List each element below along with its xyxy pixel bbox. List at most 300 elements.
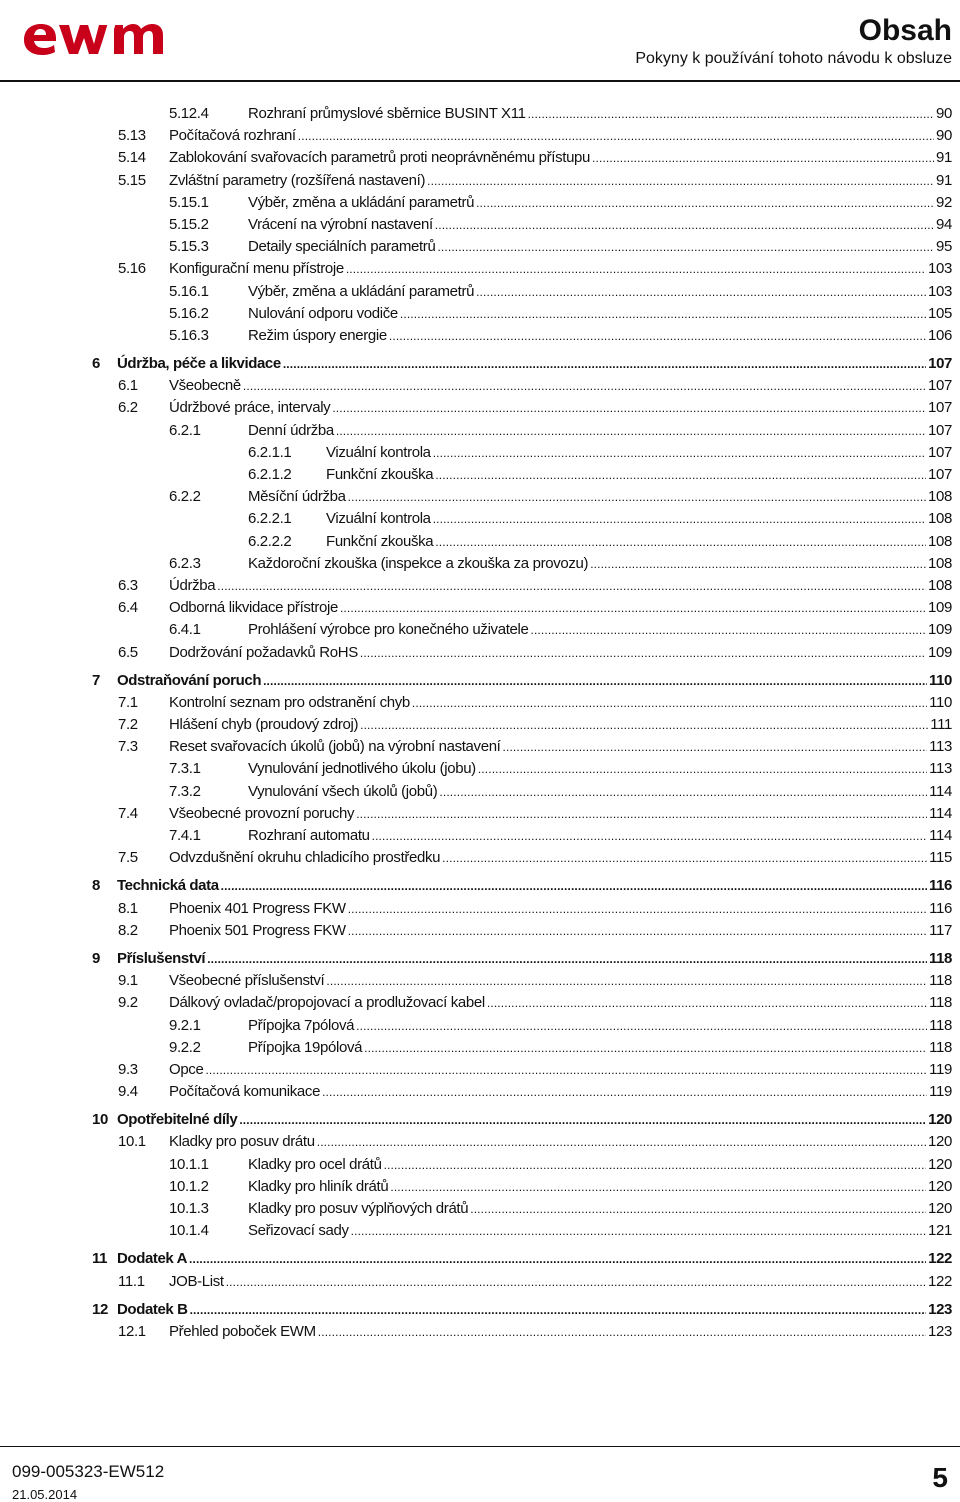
toc-entry-title: Odstraňování poruch (117, 671, 262, 689)
toc-entry-page: 107 (928, 466, 952, 483)
toc-dot-leader (360, 714, 928, 736)
toc-entry-number: 10.1.3 (169, 1200, 209, 1217)
toc-dot-leader (384, 1154, 926, 1176)
toc-entry[interactable] (0, 397, 960, 419)
toc-entry-line (169, 714, 952, 736)
toc-entry-number: 5.16 (118, 260, 146, 278)
toc-entry[interactable] (0, 948, 960, 970)
toc-entry[interactable] (0, 1198, 960, 1220)
toc-entry[interactable] (0, 992, 960, 1014)
toc-entry-page: 110 (929, 671, 952, 689)
toc-entry[interactable] (0, 258, 960, 280)
toc-entry[interactable] (0, 353, 960, 375)
toc-entry-line (169, 170, 952, 192)
toc-entry-line (169, 736, 952, 758)
toc-entry-line (248, 420, 952, 442)
toc-entry[interactable] (0, 325, 960, 347)
document-number: 099-005323-EW512 (12, 1462, 165, 1481)
toc-entry-number: 9 (92, 949, 100, 967)
toc-entry-page: 122 (928, 1250, 952, 1268)
toc-entry[interactable] (0, 103, 960, 125)
toc-entry[interactable] (0, 781, 960, 803)
table-of-contents (0, 103, 960, 1343)
toc-entry[interactable] (0, 125, 960, 147)
toc-entry-page: 108 (928, 554, 952, 572)
toc-entry-title: Všeobecné provozní poruchy (169, 804, 355, 822)
toc-dot-leader (400, 303, 926, 325)
toc-entry-number: 9.1 (118, 972, 138, 990)
toc-entry-page: 107 (928, 421, 952, 439)
toc-entry-line (117, 948, 952, 970)
toc-entry-title: Dodatek A (117, 1250, 188, 1268)
toc-entry-page: 113 (929, 738, 952, 756)
toc-dot-leader (356, 803, 927, 825)
toc-entry-page: 121 (928, 1222, 952, 1240)
toc-entry-line (169, 898, 952, 920)
toc-entry-line (248, 1176, 952, 1198)
toc-entry-number: 6.2.2.2 (248, 532, 292, 550)
toc-entry-line (169, 597, 952, 619)
toc-entry-title: Přehled poboček EWM (169, 1322, 316, 1340)
toc-entry-number: 10.1.2 (169, 1177, 209, 1195)
toc-entry-line (248, 192, 952, 214)
toc-dot-leader (189, 1248, 926, 1270)
toc-entry-number: 8 (92, 877, 100, 895)
toc-entry-line (248, 214, 952, 236)
toc-dot-leader (351, 1220, 926, 1242)
toc-entry-page: 122 (928, 1272, 952, 1290)
toc-entry-line (248, 553, 952, 575)
toc-entry-page: 114 (929, 782, 952, 800)
toc-entry-title: Dodatek B (117, 1300, 188, 1318)
toc-dot-leader (389, 325, 926, 347)
toc-dot-leader (364, 1037, 927, 1059)
toc-entry-title: Počítačová komunikace (169, 1083, 321, 1101)
toc-entry[interactable] (0, 1299, 960, 1321)
toc-dot-leader (435, 531, 926, 553)
toc-entry-number: 9.3 (118, 1060, 138, 1078)
toc-entry-page: 109 (928, 643, 952, 661)
toc-entry-page: 108 (928, 488, 952, 506)
toc-dot-leader (263, 670, 927, 692)
toc-entry[interactable] (0, 508, 960, 530)
toc-dot-leader (439, 781, 927, 803)
toc-entry-title: JOB-List (169, 1272, 224, 1290)
toc-entry-title: Údržbové práce, intervaly (169, 399, 331, 417)
toc-entry-line (326, 442, 952, 464)
toc-dot-leader (346, 258, 926, 280)
toc-entry-page: 114 (929, 804, 952, 822)
toc-entry-line (248, 103, 952, 125)
toc-entry-title: Režim úspory energie (248, 326, 387, 344)
toc-entry-number: 10 (92, 1111, 108, 1129)
header-divider (0, 80, 960, 82)
toc-entry[interactable] (0, 1154, 960, 1176)
toc-entry-title: Vynulování jednotlivého úkolu (jobu) (248, 760, 476, 778)
toc-entry[interactable] (0, 553, 960, 575)
toc-entry-page: 113 (929, 760, 952, 778)
toc-entry-title: Všeobecné příslušenství (169, 972, 325, 990)
toc-entry-title: Opotřebitelné díly (117, 1111, 238, 1129)
toc-entry-line (169, 692, 952, 714)
toc-dot-leader (348, 920, 927, 942)
toc-entry-line (169, 375, 952, 397)
toc-entry-page: 119 (929, 1083, 952, 1101)
toc-entry[interactable] (0, 825, 960, 847)
toc-entry-page: 108 (928, 510, 952, 528)
toc-entry-title: Příslušenství (117, 949, 206, 967)
page-number: 5 (932, 1462, 948, 1493)
toc-entry-title: Vynulování všech úkolů (jobů) (248, 782, 438, 800)
toc-dot-leader (318, 1321, 926, 1343)
toc-entry-title: Vizuální kontrola (326, 510, 431, 528)
toc-entry-line (169, 920, 952, 942)
toc-entry[interactable] (0, 1220, 960, 1242)
toc-entry-number: 9.2 (118, 994, 138, 1012)
toc-dot-leader (442, 847, 927, 869)
toc-entry-line (326, 531, 952, 553)
toc-entry-number: 6.1 (118, 377, 138, 395)
toc-entry-number: 11.1 (118, 1272, 145, 1290)
toc-entry-number: 8.1 (118, 899, 138, 917)
toc-entry-number: 5.14 (118, 149, 146, 167)
toc-entry-page: 118 (929, 994, 952, 1012)
toc-dot-leader (433, 442, 926, 464)
toc-dot-leader (476, 281, 926, 303)
toc-entry[interactable] (0, 170, 960, 192)
toc-dot-leader (243, 375, 926, 397)
toc-entry-number: 5.16.2 (169, 304, 209, 322)
toc-entry[interactable] (0, 597, 960, 619)
toc-entry[interactable] (0, 1176, 960, 1198)
toc-entry-title: Prohlášení výrobce pro konečného uživatele (248, 621, 529, 639)
toc-dot-leader (487, 992, 927, 1014)
toc-entry-title: Dálkový ovladač/propojovací a prodlužovací kabel (169, 994, 485, 1012)
toc-dot-leader (503, 736, 928, 758)
toc-entry-page: 115 (929, 849, 952, 867)
toc-entry-line (169, 992, 952, 1014)
toc-entry-number: 6.2.1.1 (248, 443, 292, 461)
toc-dot-leader (592, 147, 934, 169)
toc-dot-leader (435, 464, 926, 486)
toc-entry-page: 120 (928, 1133, 952, 1151)
toc-entry-page: 118 (929, 949, 952, 967)
toc-entry[interactable] (0, 1271, 960, 1293)
toc-dot-leader (239, 1109, 926, 1131)
toc-dot-leader (340, 597, 926, 619)
toc-entry-title: Technická data (117, 877, 219, 895)
toc-entry-page: 120 (928, 1155, 952, 1173)
toc-entry[interactable] (0, 898, 960, 920)
toc-entry-line (248, 758, 952, 780)
toc-entry-number: 5.13 (118, 127, 146, 145)
toc-dot-leader (205, 1059, 927, 1081)
toc-entry-line (169, 1059, 952, 1081)
toc-entry-number: 6 (92, 355, 100, 373)
toc-entry-number: 12.1 (118, 1322, 146, 1340)
toc-entry[interactable] (0, 803, 960, 825)
toc-entry[interactable] (0, 875, 960, 897)
toc-dot-leader (360, 642, 926, 664)
toc-entry-number: 5.12.4 (169, 105, 209, 122)
toc-entry-title: Kladky pro hliník drátů (248, 1177, 389, 1195)
toc-entry-title: Konfigurační menu přístroje (169, 260, 344, 278)
toc-entry-line (248, 825, 952, 847)
toc-entry-page: 118 (929, 1016, 952, 1034)
toc-dot-leader (326, 970, 927, 992)
toc-dot-leader (390, 1176, 926, 1198)
toc-entry-page: 116 (929, 877, 952, 895)
toc-entry-page: 108 (928, 532, 952, 550)
toc-entry[interactable] (0, 970, 960, 992)
toc-entry[interactable] (0, 303, 960, 325)
page-title: Obsah (858, 14, 952, 47)
toc-dot-leader (437, 236, 934, 258)
toc-entry-title: Rozhraní automatu (248, 827, 370, 844)
toc-entry[interactable] (0, 670, 960, 692)
toc-entry[interactable] (0, 1248, 960, 1270)
toc-entry-page: 91 (936, 171, 952, 189)
toc-dot-leader (317, 1131, 926, 1153)
toc-entry[interactable] (0, 464, 960, 486)
toc-entry[interactable] (0, 375, 960, 397)
toc-entry-page: 123 (928, 1300, 952, 1318)
toc-entry[interactable] (0, 758, 960, 780)
toc-entry-number: 6.2.2.1 (248, 510, 292, 528)
toc-entry-page: 120 (928, 1200, 952, 1217)
toc-entry-title: Kladky pro posuv drátu (169, 1133, 315, 1151)
toc-entry-line (248, 781, 952, 803)
toc-entry[interactable] (0, 236, 960, 258)
toc-entry-line (169, 970, 952, 992)
toc-entry-title: Detaily speciálních parametrů (248, 238, 436, 256)
toc-dot-leader (221, 875, 927, 897)
toc-entry-number: 6.2.3 (169, 554, 201, 572)
toc-entry-title: Hlášení chyb (proudový zdroj) (169, 716, 359, 734)
toc-entry-title: Odvzdušnění okruhu chladicího prostředku (169, 849, 441, 867)
toc-entry-number: 6.2 (118, 399, 138, 417)
toc-entry-page: 103 (928, 282, 952, 300)
toc-entry-number: 7.4.1 (169, 827, 201, 844)
toc-entry-title: Rozhraní průmyslové sběrnice BUSINT X11 (248, 105, 526, 122)
toc-entry-number: 7.1 (118, 693, 138, 711)
toc-entry-title: Vizuální kontrola (326, 443, 431, 461)
toc-entry[interactable] (0, 147, 960, 169)
toc-entry-page: 110 (929, 693, 952, 711)
toc-entry[interactable] (0, 642, 960, 664)
toc-entry-title: Kladky pro ocel drátů (248, 1155, 382, 1173)
toc-dot-leader (190, 1299, 927, 1321)
toc-entry-title: Phoenix 501 Progress FKW (169, 921, 346, 939)
toc-entry-line (169, 258, 952, 280)
toc-entry-number: 6.2.1.2 (248, 466, 292, 483)
toc-entry-title: Přípojka 19pólová (248, 1038, 363, 1056)
toc-entry-page: 105 (928, 304, 952, 322)
toc-entry-line (117, 1248, 952, 1270)
toc-entry-page: 107 (928, 355, 952, 373)
toc-entry-number: 5.15 (118, 171, 146, 189)
toc-dot-leader (427, 170, 934, 192)
toc-entry-line (169, 1131, 952, 1153)
toc-entry-number: 9.4 (118, 1083, 138, 1101)
toc-entry-line (169, 575, 952, 597)
toc-entry-title: Denní údržba (248, 421, 334, 439)
toc-dot-leader (372, 825, 928, 847)
toc-entry[interactable] (0, 192, 960, 214)
toc-entry-page: 90 (936, 127, 952, 145)
toc-entry[interactable] (0, 1081, 960, 1103)
toc-entry[interactable] (0, 1015, 960, 1037)
toc-entry-line (117, 353, 952, 375)
toc-entry-number: 6.4 (118, 599, 138, 617)
toc-entry[interactable] (0, 920, 960, 942)
toc-entry-line (248, 1154, 952, 1176)
toc-entry-title: Odborná likvidace přístroje (169, 599, 338, 617)
toc-entry-page: 91 (936, 149, 952, 167)
toc-entry-title: Každoroční zkouška (inspekce a zkouška za provozu) (248, 554, 589, 572)
toc-entry-number: 6.2.1 (169, 421, 201, 439)
toc-entry[interactable] (0, 531, 960, 553)
toc-entry[interactable] (0, 736, 960, 758)
toc-entry-page: 119 (929, 1060, 952, 1078)
toc-entry-number: 6.2.2 (169, 488, 201, 506)
toc-dot-leader (217, 575, 926, 597)
toc-dot-leader (433, 508, 926, 530)
toc-entry-number: 6.5 (118, 643, 138, 661)
toc-entry-title: Nulování odporu vodiče (248, 304, 398, 322)
page-subtitle: Pokyny k používání tohoto návodu k obsluze (635, 50, 952, 67)
toc-entry-line (248, 1220, 952, 1242)
toc-entry-line (248, 619, 952, 641)
toc-entry-number: 7.3.2 (169, 782, 201, 800)
toc-entry-number: 6.4.1 (169, 621, 201, 639)
toc-entry-page: 92 (936, 193, 952, 211)
toc-entry-title: Údržba (169, 576, 216, 594)
toc-entry-page: 103 (928, 260, 952, 278)
toc-entry-number: 7.3.1 (169, 760, 201, 778)
toc-entry-page: 117 (929, 921, 952, 939)
toc-entry-page: 107 (928, 377, 952, 395)
toc-entry-page: 118 (929, 1038, 952, 1056)
toc-entry-page: 116 (929, 899, 952, 917)
toc-dot-leader (476, 192, 934, 214)
toc-entry-line (248, 1198, 952, 1220)
toc-dot-leader (348, 898, 927, 920)
toc-entry-page: 108 (928, 576, 952, 594)
toc-entry-number: 12 (92, 1300, 108, 1318)
toc-entry-number: 8.2 (118, 921, 138, 939)
toc-entry-number: 11 (92, 1250, 108, 1268)
toc-entry-line (169, 642, 952, 664)
toc-entry-number: 7 (92, 671, 100, 689)
toc-entry[interactable] (0, 847, 960, 869)
toc-entry-line (169, 1321, 952, 1343)
toc-entry[interactable] (0, 420, 960, 442)
toc-entry-page: 95 (936, 238, 952, 256)
toc-dot-leader (348, 486, 926, 508)
toc-entry-line (248, 1015, 952, 1037)
toc-entry-page: 123 (928, 1322, 952, 1340)
toc-entry-title: Výběr, změna a ukládání parametrů (248, 193, 475, 211)
toc-entry-title: Počítačová rozhraní (169, 127, 296, 145)
toc-entry-line (117, 1299, 952, 1321)
toc-dot-leader (478, 758, 927, 780)
toc-entry-number: 5.15.1 (169, 193, 209, 211)
toc-entry-page: 107 (928, 399, 952, 417)
toc-entry[interactable] (0, 1131, 960, 1153)
toc-entry-page: 90 (936, 105, 952, 122)
toc-entry-number: 7.3 (118, 738, 138, 756)
toc-entry-title: Kontrolní seznam pro odstranění chyb (169, 693, 410, 711)
toc-entry-number: 5.15.2 (169, 215, 209, 233)
toc-entry-title: Dodržování požadavků RoHS (169, 643, 358, 661)
toc-entry-line (248, 325, 952, 347)
toc-entry[interactable] (0, 1059, 960, 1081)
toc-entry-page: 118 (929, 972, 952, 990)
ewm-logo (22, 16, 164, 56)
toc-entry[interactable] (0, 619, 960, 641)
toc-entry-line (169, 847, 952, 869)
toc-entry-number: 10.1.1 (169, 1155, 209, 1173)
toc-entry-number: 5.16.1 (169, 282, 209, 300)
toc-entry-line (326, 508, 952, 530)
toc-entry-line (169, 1271, 952, 1293)
toc-entry[interactable] (0, 692, 960, 714)
toc-entry[interactable] (0, 281, 960, 303)
toc-entry-title: Zablokování svařovacích parametrů proti neoprávněnému přístupu (169, 149, 591, 167)
toc-entry-line (169, 803, 952, 825)
toc-entry[interactable] (0, 575, 960, 597)
toc-entry-number: 10.1.4 (169, 1222, 209, 1240)
toc-dot-leader (322, 1081, 927, 1103)
toc-entry[interactable] (0, 486, 960, 508)
toc-entry[interactable] (0, 1321, 960, 1343)
toc-entry[interactable] (0, 714, 960, 736)
toc-entry-line (248, 236, 952, 258)
toc-entry-number: 5.15.3 (169, 238, 209, 256)
toc-entry-number: 10.1 (118, 1133, 146, 1151)
toc-entry[interactable] (0, 1109, 960, 1131)
toc-entry-title: Vrácení na výrobní nastavení (248, 215, 433, 233)
toc-dot-leader (530, 619, 926, 641)
toc-entry-line (248, 486, 952, 508)
toc-entry-line (117, 670, 952, 692)
toc-dot-leader (283, 353, 926, 375)
toc-entry-title: Přípojka 7pólová (248, 1016, 355, 1034)
toc-entry-line (117, 875, 952, 897)
toc-entry[interactable] (0, 1037, 960, 1059)
toc-dot-leader (226, 1271, 926, 1293)
toc-dot-leader (332, 397, 926, 419)
toc-entry-number: 7.4 (118, 804, 138, 822)
toc-entry-page: 107 (928, 443, 952, 461)
toc-dot-leader (590, 553, 926, 575)
toc-entry-page: 106 (928, 326, 952, 344)
toc-entry-line (169, 147, 952, 169)
toc-entry-line (248, 303, 952, 325)
toc-entry-page: 109 (928, 599, 952, 617)
toc-dot-leader (336, 420, 926, 442)
toc-entry-title: Zvláštní parametry (rozšířená nastavení) (169, 171, 426, 189)
toc-entry[interactable] (0, 442, 960, 464)
toc-entry-number: 9.2.1 (169, 1016, 201, 1034)
toc-entry-title: Údržba, péče a likvidace (117, 355, 281, 373)
toc-entry-title: Funkční zkouška (326, 466, 434, 483)
toc-entry[interactable] (0, 214, 960, 236)
toc-entry-number: 5.16.3 (169, 326, 209, 344)
toc-entry-line (117, 1109, 952, 1131)
toc-dot-leader (528, 103, 934, 125)
